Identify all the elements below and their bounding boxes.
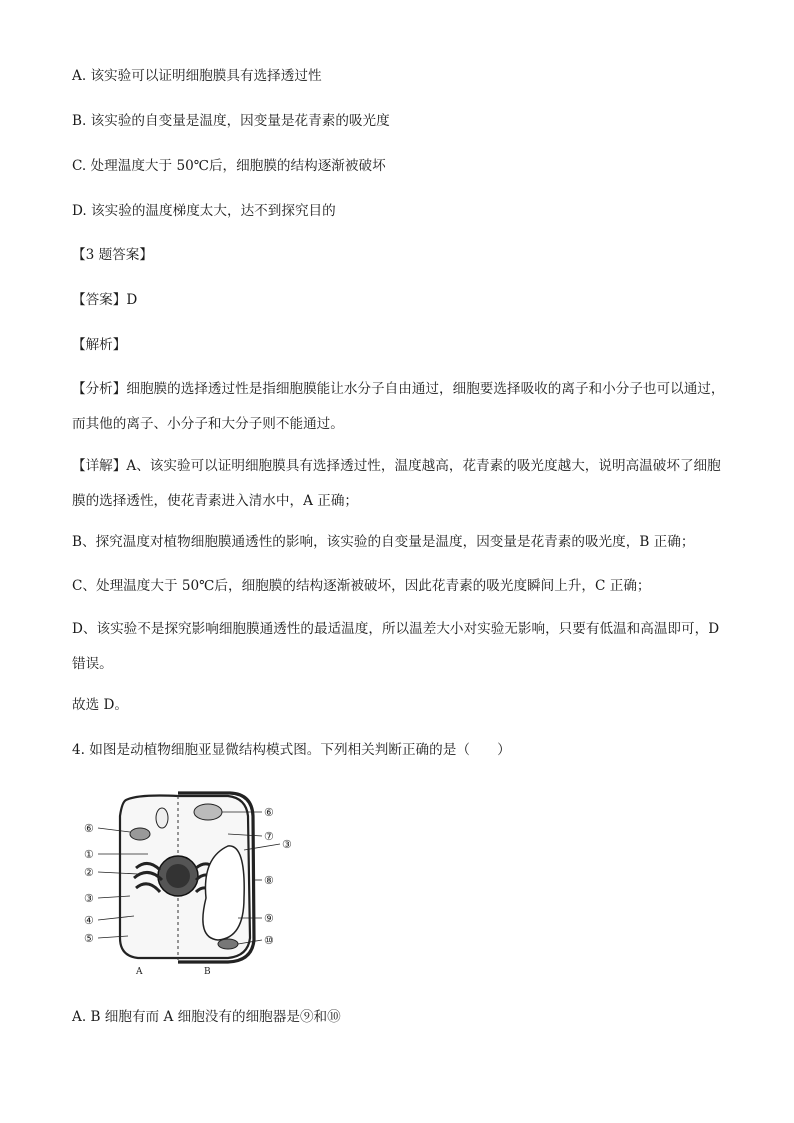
- figure-label-a: A: [136, 967, 143, 977]
- analysis-text: 【分析】细胞膜的选择透过性是指细胞膜能让水分子自由通过，细胞要选择吸收的离子和小分子也可以通过，而其他的离子、小分子和大分子则不能通过。: [72, 381, 725, 432]
- option-b-q3: B. 该实验的自变量是温度，因变量是花青素的吸光度: [72, 113, 390, 129]
- label-left-4: ④: [84, 914, 94, 927]
- detail-b-text: B、探究温度对植物细胞膜通透性的影响，该实验的自变量是温度，因变量是花青素的吸光度，B 正确；: [72, 534, 695, 550]
- label-right-3: ③: [282, 838, 292, 851]
- label-left-3: ③: [84, 892, 94, 905]
- answer-heading: 【3 题答案】: [72, 247, 153, 263]
- question-4-stem: 4. 如图是动植物细胞亚显微结构模式图。下列相关判断正确的是（ ）: [72, 742, 511, 758]
- conclusion-text: 故选 D。: [72, 697, 129, 713]
- answer-line: 【答案】D: [72, 292, 138, 308]
- detail-a-text: 【详解】A、该实验可以证明细胞膜具有选择透过性，温度越高，花青素的吸光度越大，说明高温破坏了细胞膜的选择透性，使花青素进入清水中，A 正确；: [72, 458, 721, 509]
- analysis-heading: 【解析】: [72, 337, 127, 353]
- label-left-5: ⑤: [84, 932, 94, 945]
- label-right-9: ⑨: [264, 912, 274, 925]
- cell-structure-figure: [78, 788, 298, 978]
- option-d-q3: D. 该实验的温度梯度太大，达不到探究目的: [72, 203, 336, 219]
- label-right-10: ⑩: [264, 934, 274, 947]
- label-left-6: ⑥: [84, 822, 94, 835]
- label-left-2: ②: [84, 866, 94, 879]
- question-4-option-a: A. B 细胞有而 A 细胞没有的细胞器是⑨和⑩: [72, 1009, 341, 1025]
- figure-label-b: B: [204, 967, 211, 977]
- label-right-8: ⑧: [264, 874, 274, 887]
- label-right-6: ⑥: [264, 806, 274, 819]
- option-c-q3: C. 处理温度大于 50℃后，细胞膜的结构逐渐被破坏: [72, 158, 386, 174]
- detail-c-text: C、处理温度大于 50℃后，细胞膜的结构逐渐被破坏，因此花青素的吸光度瞬间上升，C 正确；: [72, 578, 651, 594]
- option-a-q3: A. 该实验可以证明细胞膜具有选择透过性: [72, 68, 322, 84]
- label-right-7: ⑦: [264, 830, 274, 843]
- label-left-1: ①: [84, 848, 94, 861]
- detail-d-text: D、该实验不是探究影响细胞膜通透性的最适温度，所以温差大小对实验无影响，只要有低温和高温即可，D 错误。: [72, 621, 720, 672]
